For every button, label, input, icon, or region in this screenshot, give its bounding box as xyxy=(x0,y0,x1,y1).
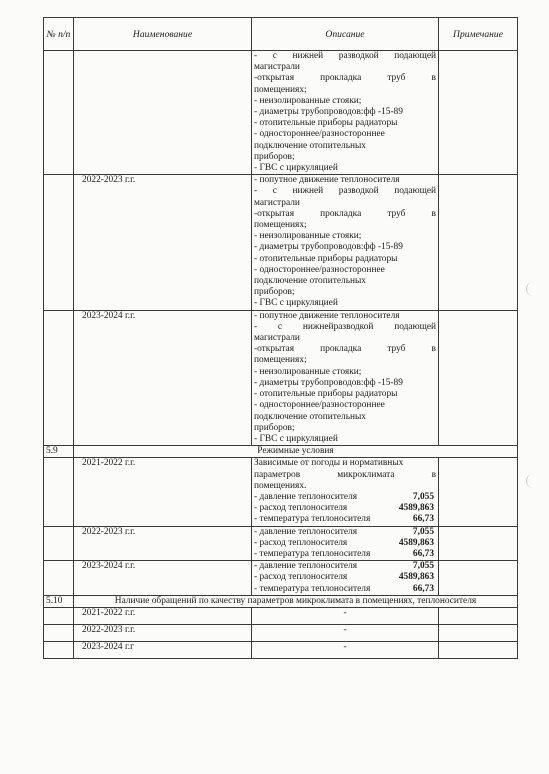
period-cell: 2023-2024 г.г. xyxy=(74,561,252,596)
description-line: помещениях; xyxy=(254,84,307,95)
description-line: - одностороннее/разностороннее xyxy=(254,129,385,140)
description-line: -открытая прокладка труб в xyxy=(254,208,436,219)
description-cell: - xyxy=(252,624,439,641)
description-line: Зависимые от погоды и нормативных xyxy=(254,458,404,469)
description-line: - одностороннее/разностороннее xyxy=(254,264,385,275)
description-line: подключение отопительных xyxy=(254,276,366,287)
description-line: - отопительные приборы радиаторы xyxy=(254,118,398,129)
description-line: - диаметры трубопроводов:фф -15-89 xyxy=(254,377,403,388)
param-line: - температура теплоносителя 66,73 xyxy=(254,548,434,559)
description-line: магистрали xyxy=(254,197,300,208)
description-line: помещениях. xyxy=(254,480,307,491)
param-value: 66,73 xyxy=(412,548,434,559)
param-line: - давление теплоносителя 7,055 xyxy=(254,561,434,572)
header-description: Описание xyxy=(252,18,439,51)
table-row xyxy=(44,607,518,624)
description-line: параметров микроклимата в xyxy=(254,469,436,480)
table-header-row xyxy=(44,18,518,51)
param-line: - расход теплоносителя 4589,863 xyxy=(254,537,434,548)
description-line: - неизолированные стояки; xyxy=(254,231,362,242)
description-line: - отопительные приборы радиаторы xyxy=(254,253,398,264)
description-cell xyxy=(252,526,439,561)
description-line: приборов; xyxy=(254,151,295,162)
header-note: Примечание xyxy=(439,18,518,51)
description-line: - с нижней разводкой подающей xyxy=(254,186,436,197)
description-cell xyxy=(252,458,439,526)
description-line: - неизолированные стояки; xyxy=(254,95,362,106)
section-title: Режимные условия xyxy=(74,446,518,458)
description-line: магистрали xyxy=(254,333,300,344)
punch-hole-mark xyxy=(526,474,535,488)
period-cell: 2022-2023 г.г. xyxy=(74,624,252,641)
description-line: приборов; xyxy=(254,287,295,298)
param-value: 7,055 xyxy=(412,491,434,502)
description-cell xyxy=(252,561,439,596)
param-value: 7,055 xyxy=(412,561,434,572)
table-row xyxy=(44,641,518,658)
description-line: - ГВС с циркуляцией xyxy=(254,298,338,309)
param-line: - расход теплоносителя 4589,863 xyxy=(254,503,434,514)
description-cell: - xyxy=(252,641,439,658)
description-cell xyxy=(252,310,439,445)
param-value: 4589,863 xyxy=(398,537,434,548)
description-line: - неизолированные стояки; xyxy=(254,366,362,377)
description-line: - ГВС с циркуляцией xyxy=(254,433,338,444)
header-name: Наименование xyxy=(74,18,252,51)
section-row xyxy=(44,595,518,607)
period-cell: 2022-2023 г.г. xyxy=(74,526,252,561)
description-line: - попутное движение теплоносителя xyxy=(254,175,400,186)
param-value: 7,055 xyxy=(412,526,434,537)
param-value: 4589,863 xyxy=(398,503,434,514)
param-line: - температура теплоносителя 66,73 xyxy=(254,514,434,525)
param-value: 4589,863 xyxy=(398,572,434,583)
period-cell: 2023-2024 г.г. xyxy=(74,310,252,445)
description-line: подключение отопительных xyxy=(254,411,366,422)
table-row xyxy=(44,526,518,561)
table-row xyxy=(44,624,518,641)
period-cell: 2022-2023 г.г. xyxy=(74,175,252,310)
description-line: помещениях; xyxy=(254,220,307,231)
header-num: № п/п xyxy=(44,18,74,51)
table-row xyxy=(44,175,518,310)
description-line: - с нижней разводкой подающей xyxy=(254,51,436,61)
description-line: - диаметры трубопроводов:фф -15-89 xyxy=(254,242,403,253)
heating-parameters-table xyxy=(43,17,518,659)
description-line: помещениях; xyxy=(254,355,307,366)
description-cell xyxy=(252,175,439,310)
table-row xyxy=(44,310,518,445)
description-line: - диаметры трубопроводов:фф -15-89 xyxy=(254,107,403,118)
param-line: - давление теплоносителя 7,055 xyxy=(254,526,434,537)
param-value: 66,73 xyxy=(412,514,434,525)
period-cell: 2021-2022 г.г. xyxy=(74,458,252,526)
section-number: 5.10 xyxy=(44,595,74,607)
period-cell: 2021-2022 г.г. xyxy=(74,607,252,624)
description-line: -открытая прокладка труб в xyxy=(254,73,436,84)
description-line: приборов; xyxy=(254,422,295,433)
table-row xyxy=(44,458,518,526)
description-line: подключение отопительных xyxy=(254,140,366,151)
description-line: -открытая прокладка труб в xyxy=(254,344,436,355)
section-number: 5.9 xyxy=(44,446,74,458)
table-row xyxy=(44,561,518,596)
period-cell: 2023-2024 г.г xyxy=(74,641,252,658)
param-line: - расход теплоносителя 4589,863 xyxy=(254,572,434,583)
description-line: - попутное движение теплоносителя xyxy=(254,310,400,321)
description-cell xyxy=(252,51,439,175)
section-row xyxy=(44,446,518,458)
table-row xyxy=(44,51,518,175)
section-title: Наличие обращений по качеству параметров микроклимата в помещениях, теплоносителя xyxy=(74,595,518,607)
description-line: - ГВС с циркуляцией xyxy=(254,163,338,174)
param-line: - давление теплоносителя 7,055 xyxy=(254,491,434,502)
punch-hole-mark xyxy=(526,282,535,296)
param-line: - температура теплоносителя 66,73 xyxy=(254,583,434,594)
param-value: 66,73 xyxy=(412,583,434,594)
description-line: - отопительные приборы радиаторы xyxy=(254,389,398,400)
description-cell: - xyxy=(252,607,439,624)
description-line: - с нижнейразводкой подающей xyxy=(254,321,436,332)
description-line: - одностороннее/разностороннее xyxy=(254,400,385,411)
description-line: магистрали xyxy=(254,62,300,73)
